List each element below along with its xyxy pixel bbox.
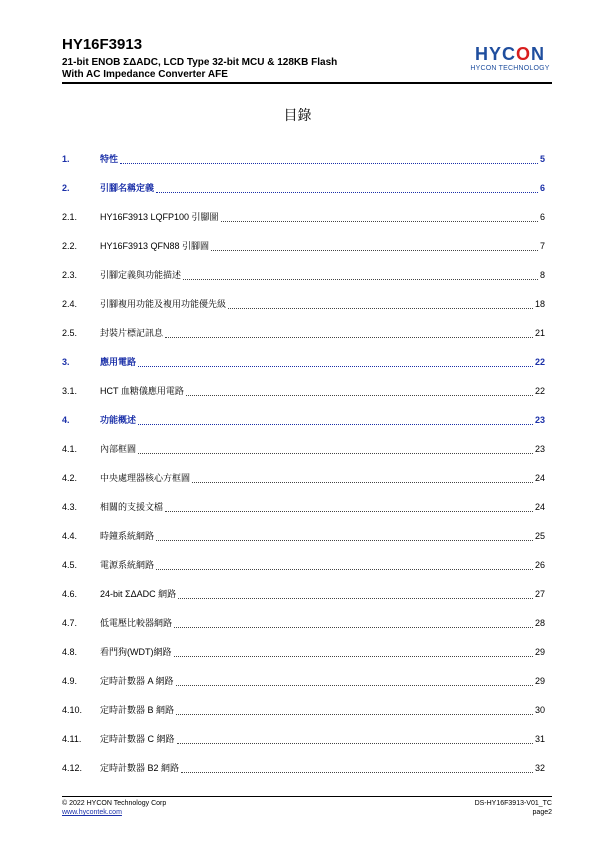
toc-entry-page: 32 [534,763,545,773]
toc-dot-leader [138,446,533,454]
header-divider [62,82,552,84]
toc-entry[interactable] [62,754,545,783]
toc-entry-number: 1. [62,154,70,164]
hycon-logo [468,44,552,78]
toc-entry[interactable] [62,435,545,464]
toc-entry-page: 31 [534,734,545,744]
toc-entry-title[interactable]: 定時計數器 C 網路 [100,734,175,744]
toc-heading: 目錄 [283,107,312,123]
page-header [62,36,552,82]
toc-entry-number: 4.4. [62,531,78,541]
toc-entry[interactable] [62,696,545,725]
toc-entry-page: 23 [534,444,545,454]
toc-dot-leader [221,214,538,222]
toc-entry-title[interactable]: 看門狗(WDT)網路 [100,647,172,657]
toc-entry[interactable] [62,464,545,493]
toc-dot-leader [165,330,533,338]
toc-entry-page: 28 [534,618,545,628]
toc-entry-title[interactable]: 功能概述 [100,415,137,425]
toc-entry-number: 2.2. [62,241,78,251]
toc-entry-title[interactable]: 封裝片標記訊息 [100,328,164,338]
toc-entry-number: 4.6. [62,589,78,599]
toc-entry[interactable] [62,638,545,667]
toc-entry-title[interactable]: 中央處理器核心方框圖 [100,473,191,483]
toc-entry[interactable] [62,319,545,348]
toc-entry-page: 23 [534,415,545,425]
toc-entry[interactable] [62,203,545,232]
toc-dot-leader [138,417,533,425]
footer-website-link[interactable]: www.hycontek.com [62,809,122,816]
toc-entry-title[interactable]: 引腳名稱定義 [100,183,155,193]
toc-dot-leader [165,504,533,512]
toc-entry[interactable] [62,348,545,377]
toc-entry-number: 3. [62,357,70,367]
toc-entry-page: 27 [534,589,545,599]
toc-entry-title[interactable]: 相關的支援文檔 [100,502,164,512]
toc-dot-leader [211,243,538,251]
toc-entry-page: 5 [539,154,545,164]
toc-entry-number: 4.12. [62,763,83,773]
toc-entry-title[interactable]: 時鐘系統網路 [100,531,155,541]
toc-entry[interactable] [62,232,545,261]
toc-entry-number: 2.4. [62,299,78,309]
toc-entry-page: 21 [534,328,545,338]
toc-entry-number: 4.3. [62,502,78,512]
footer-right [475,799,552,817]
logo-wordmark: HYCON [474,44,546,64]
toc-entry-number: 2.1. [62,212,78,222]
toc-entry[interactable] [62,522,545,551]
toc-entry-page: 7 [539,241,545,251]
toc-entry[interactable] [62,609,545,638]
toc-dot-leader [192,475,533,483]
document-subtitle-line1: 21-bit ENOB ΣΔADC, LCD Type 32-bit MCU & 128KB Flash [62,57,338,68]
toc-entry[interactable] [62,493,545,522]
toc-dot-leader [228,301,533,309]
toc-entry[interactable] [62,174,545,203]
toc-dot-leader [156,185,538,193]
toc-entry[interactable] [62,145,545,174]
document-subtitle-line2: With AC Impedance Converter AFE [62,69,228,80]
toc-entry-page: 29 [534,676,545,686]
toc-entry-number: 4.11. [62,734,82,744]
toc-entry-number: 4.7. [62,618,78,628]
toc-entry[interactable] [62,667,545,696]
toc-entry-page: 22 [534,357,545,367]
toc-entry-number: 4.9. [62,676,78,686]
footer-divider [62,796,552,797]
toc-entry-page: 25 [534,531,545,541]
toc-dot-leader [186,388,533,396]
toc-entry-number: 4.10. [62,705,83,715]
toc-entry-title[interactable]: 定時計數器 B2 網路 [100,763,180,773]
toc-dot-leader [156,562,533,570]
toc-entry-number: 4.2. [62,473,78,483]
toc-entry-title[interactable]: 定時計數器 A 網路 [100,676,174,686]
toc-entry[interactable] [62,580,545,609]
logo-subtext: HYCON TECHNOLOGY [470,65,550,72]
toc-entry-number: 4.8. [62,647,78,657]
toc-entry-title[interactable]: 引腳複用功能及複用功能優先級 [100,299,227,309]
toc-entry-page: 30 [534,705,545,715]
toc-entry-title[interactable]: 低電壓比較器網路 [100,618,173,628]
toc-entry-page: 6 [539,183,545,193]
toc-entry-number: 4.5. [62,560,78,570]
toc-entry-number: 4. [62,415,70,425]
table-of-contents [62,145,545,783]
toc-entry-title[interactable]: 定時計數器 B 網路 [100,705,175,715]
toc-dot-leader [174,649,533,657]
toc-dot-leader [120,156,538,164]
toc-entry-title[interactable]: 電源系統網路 [100,560,155,570]
toc-entry-page: 8 [539,270,545,280]
toc-entry-number: 4.1. [62,444,78,454]
toc-dot-leader [174,620,533,628]
toc-entry[interactable] [62,261,545,290]
toc-entry[interactable] [62,406,545,435]
toc-entry-page: 29 [534,647,545,657]
toc-entry-page: 6 [539,212,545,222]
footer-page-number: page2 [532,809,552,816]
toc-dot-leader [156,533,533,541]
toc-entry-number: 2.3. [62,270,78,280]
toc-entry-title[interactable]: 特性 [100,154,119,164]
toc-entry-page: 24 [534,502,545,512]
toc-dot-leader [181,765,533,773]
toc-dot-leader [176,678,533,686]
toc-entry-page: 22 [534,386,545,396]
toc-entry-number: 2. [62,183,70,193]
toc-entry-page: 26 [534,560,545,570]
footer-doc-id: DS-HY16F3913-V01_TC [474,800,552,807]
footer-copyright: © 2022 HYCON Technology Corp [62,800,167,807]
toc-dot-leader [176,707,533,715]
toc-entry-page: 24 [534,473,545,483]
toc-entry-title[interactable]: HY16F3913 QFN88 引腳圖 [100,241,210,251]
toc-dot-leader [138,359,533,367]
toc-entry-title[interactable]: HCT 血糖儀應用電路 [100,386,184,396]
toc-entry[interactable] [62,551,545,580]
toc-entry-number: 2.5. [62,328,78,338]
toc-entry-title[interactable]: 24-bit ΣΔADC 網路 [100,589,177,599]
toc-entry-title[interactable]: 應用電路 [100,357,137,367]
toc-entry-page: 18 [534,299,545,309]
toc-entry[interactable] [62,377,545,406]
toc-dot-leader [183,272,538,280]
document-title: HY16F3913 [62,36,143,53]
footer-left [62,799,166,817]
toc-entry-title[interactable]: HY16F3913 LQFP100 引腳圖 [100,212,219,222]
toc-entry[interactable] [62,290,545,319]
toc-entry-number: 3.1. [62,386,78,396]
toc-entry-title[interactable]: 內部框圖 [100,444,137,454]
toc-entry-title[interactable]: 引腳定義與功能描述 [100,270,182,280]
toc-dot-leader [178,591,533,599]
toc-entry[interactable] [62,725,545,754]
toc-dot-leader [177,736,533,744]
